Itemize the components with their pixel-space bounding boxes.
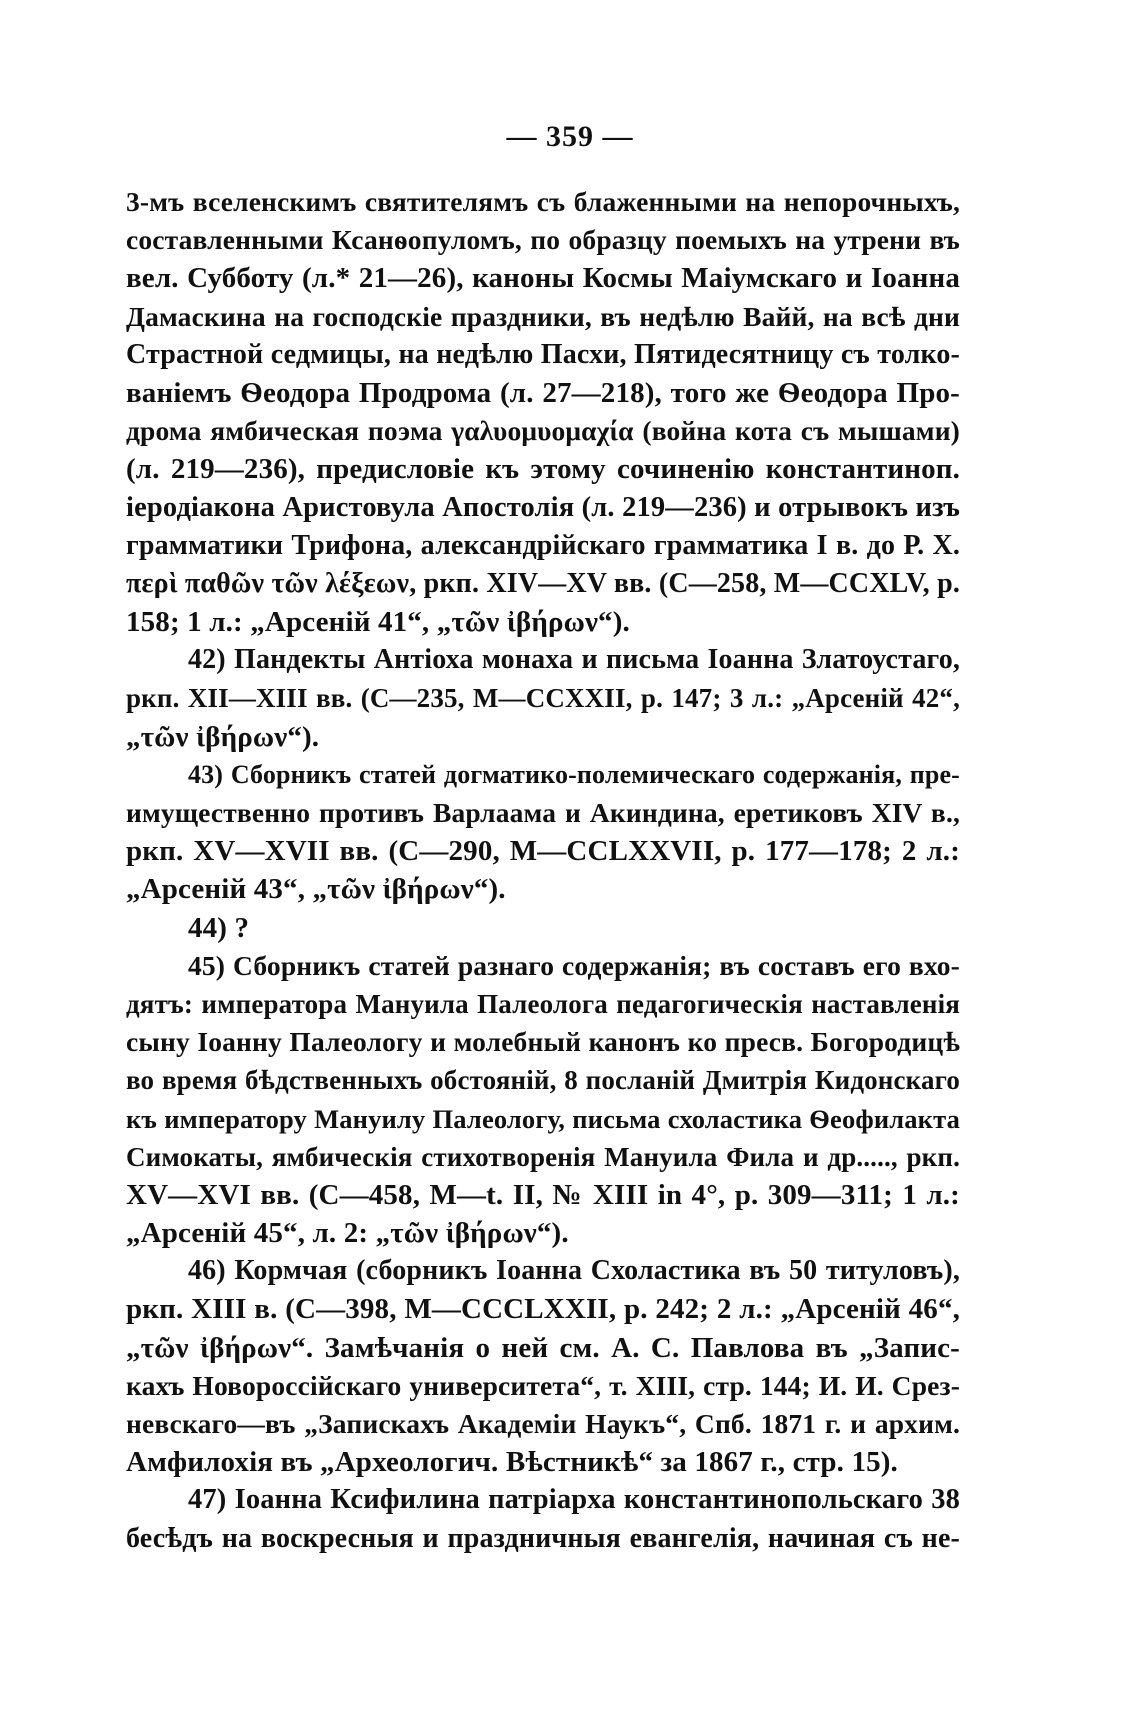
- text-line: „Арсеній 45“, л. 2: „τῶν ἰβήρων“).: [126, 1217, 569, 1250]
- page-number: — 359 —: [506, 120, 634, 153]
- text-line: сыну Іоанну Палеологу и молебный канонъ ко пресв. Богородицѣ: [126, 1026, 960, 1058]
- text-line: бесѣдъ на воскресныя и праздничныя евангелія, начиная съ не-: [126, 1522, 960, 1554]
- text-line: вел. Субботу (л.* 21—26), каноны Космы Маіумскаго и Іоанна: [126, 262, 960, 295]
- text-line: невскаго—въ „Запискахъ Академіи Наукъ“, Спб. 1871 г. и архим.: [126, 1408, 960, 1439]
- text-line: „Арсеній 43“, „τῶν ἰβήρων“).: [126, 873, 506, 906]
- text-line: περὶ παθῶν τῶν λέξεων, ркп. XIV—XV вв. (С—258, М—CCXLV, р.: [126, 567, 960, 599]
- text-line: Страстной седмицы, на недѣлю Пасхи, Пятидесятницу съ толко-: [126, 338, 960, 370]
- text-line: ваніемъ Ѳеодора Продрома (л. 27—218), того же Ѳеодора Про-: [126, 376, 960, 409]
- text-line: (л. 219—236), предисловіе къ этому сочиненію константиноп.: [126, 453, 960, 486]
- text-line: составленными Ксанѳопуломъ, по образцу поемыхъ на утрени въ: [126, 224, 960, 256]
- text-line: Симокаты, ямбическія стихотворенія Мануила Фила и др....., ркп.: [126, 1141, 960, 1172]
- body-text: [126, 183, 960, 1558]
- text-line: XV—XVI вв. (С—458, М—t. II, № XIII in 4°, р. 309—311; 1 л.:: [126, 1178, 960, 1211]
- text-line: іеродіакона Аристовула Апостолія (л. 219—236) и отрывокъ изъ: [126, 491, 960, 523]
- text-line: „τῶν ἰβήρων“).: [126, 720, 320, 753]
- text-line: 3-мъ вселенскимъ святителямъ съ блаженными на непорочныхъ,: [126, 186, 960, 217]
- text-line: ркп. XIII в. (С—398, М—CCCLXXII, р. 242; 2 л.: „Арсеній 46“,: [126, 1293, 960, 1326]
- text-line: 47) Іоанна Ксифилина патріарха константинопольскаго 38: [188, 1484, 960, 1516]
- text-line: грамматики Трифона, александрійскаго грамматика І в. до Р. Х.: [126, 529, 960, 561]
- text-line: 44) ?: [188, 911, 250, 944]
- text-line: дрома ямбическая поэма γαλυομυομαχία (война кота съ мышами): [126, 415, 960, 447]
- text-line: кахъ Новороссійскаго университета“, т. XIII, стр. 144; И. И. Срез-: [126, 1369, 960, 1401]
- text-line: „τῶν ἰβήρων“. Замѣчанія о ней см. А. С. Павлова въ „Запис-: [126, 1331, 960, 1364]
- text-line: 45) Сборникъ статей разнаго содержанія; въ составъ его вхо-: [188, 949, 960, 981]
- text-line: Амфилохія въ „Археологич. Вѣстникѣ“ за 1867 г., стр. 15).: [126, 1446, 898, 1479]
- text-line: 42) Пандекты Антіоха монаха и письма Іоанна Златоустаго,: [188, 644, 960, 676]
- text-line: во время бѣдственныхъ обстояній, 8 посланій Дмитрія Кидонскаго: [126, 1065, 960, 1096]
- text-line: 46) Кормчая (сборникъ Іоанна Схоластика въ 50 титуловъ),: [188, 1255, 960, 1287]
- text-line: ркп. XII—XIII вв. (С—235, М—CCXXII, р. 147; 3 л.: „Арсеній 42“,: [126, 683, 960, 714]
- text-line: 158; 1 л.: „Арсеній 41“, „τῶν ἰβήρων“).: [126, 606, 630, 639]
- text-line: имущественно противъ Варлаама и Акиндина, еретиковъ XIV в.,: [126, 797, 960, 828]
- text-line: ркп. XV—XVII вв. (С—290, М—CCLXXVII, р. 177—178; 2 л.:: [126, 835, 960, 868]
- text-line: дятъ: императора Мануила Палеолога педагогическія наставленія: [126, 988, 960, 1019]
- text-line: 43) Сборникъ статей догматико-полемическаго содержанія, пре-: [188, 759, 960, 789]
- text-line: Дамаскина на господскіе праздники, въ недѣлю Вайй, на всѣ дни: [126, 300, 960, 332]
- text-line: къ императору Мануилу Палеологу, письма схоластика Ѳеофилакта: [126, 1103, 960, 1134]
